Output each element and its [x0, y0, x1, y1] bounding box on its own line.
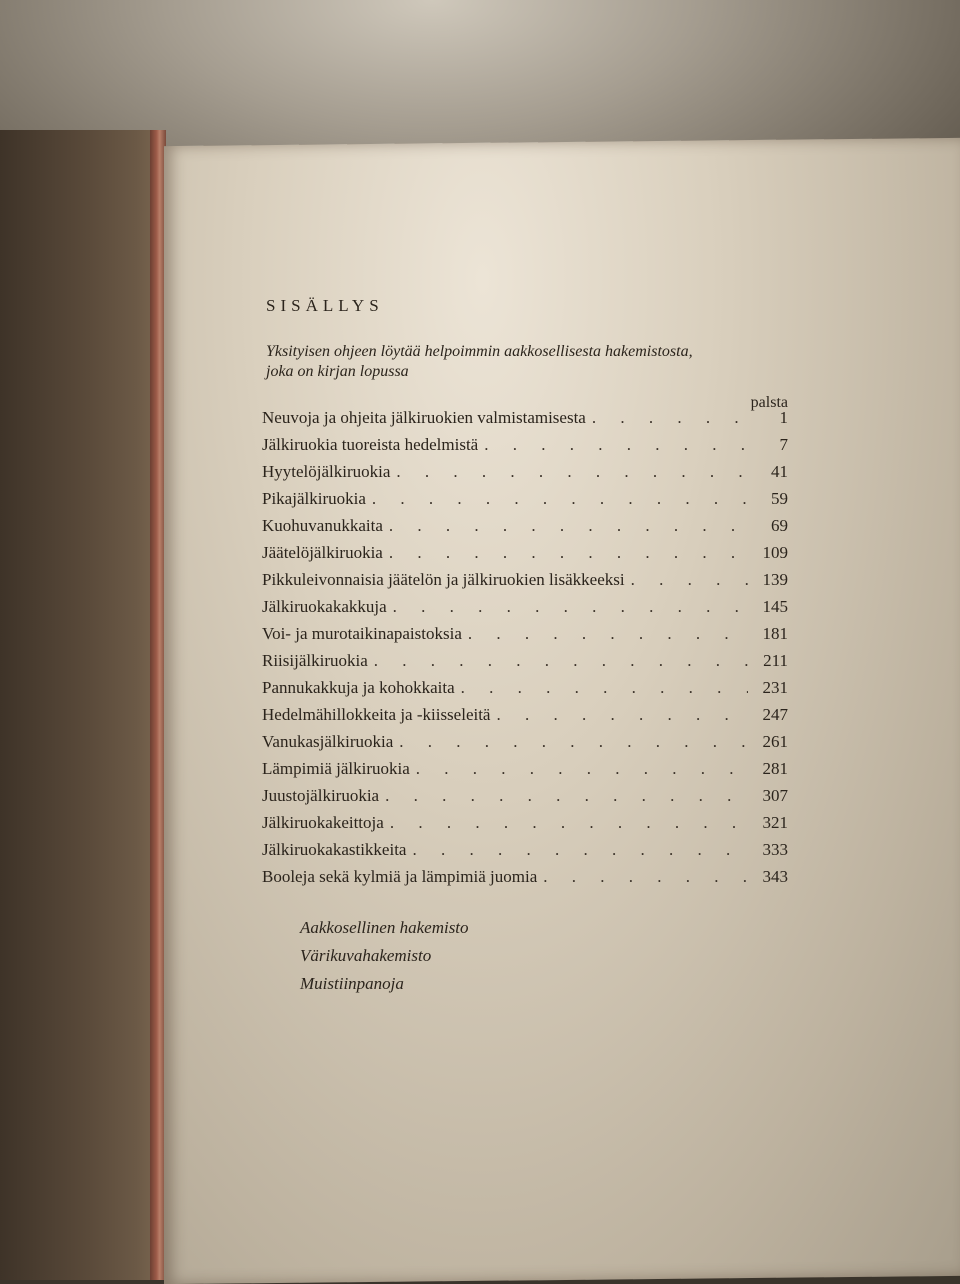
toc-entry-page: 281	[762, 759, 788, 778]
dot-leader	[399, 732, 748, 752]
dot-leader	[390, 813, 748, 833]
column-header: palsta	[750, 394, 788, 411]
toc-entry-page: 181	[762, 624, 788, 643]
dot-leader	[374, 651, 748, 671]
toc-entry-label: Riisijälkiruokia	[262, 651, 368, 670]
toc-entry	[262, 651, 792, 678]
toc-entry-label: Hedelmähillokkeita ja -kiisseleitä	[262, 705, 491, 724]
toc-entry-page: 109	[762, 543, 788, 562]
dot-leader	[389, 516, 748, 536]
toc-entry-label: Pikkuleivonnaisia jäätelön ja jälkiruokien lisäkkeeksi	[262, 570, 625, 589]
toc-entry-page: 333	[762, 840, 788, 859]
dot-leader	[468, 624, 748, 644]
toc-entry	[262, 759, 792, 786]
dot-leader	[372, 489, 748, 509]
dot-leader	[385, 786, 748, 806]
index-note	[266, 342, 792, 382]
toc-entry	[262, 732, 792, 759]
dot-leader	[389, 543, 748, 563]
toc-entry-label: Pannukakkuja ja kohokkaita	[262, 678, 455, 697]
toc-entry-label: Vanukasjälkiruokia	[262, 732, 394, 751]
toc-entry-label: Juustojälkiruokia	[262, 786, 380, 805]
toc-entry-page: 261	[762, 732, 788, 751]
dot-leader	[393, 597, 748, 617]
toc-list	[252, 408, 792, 894]
toc-entry	[262, 867, 792, 894]
toc-entry	[262, 516, 792, 543]
extras-list	[300, 918, 792, 1002]
dot-leader	[396, 462, 748, 482]
toc-entry	[262, 543, 792, 570]
toc-entry-page: 69	[771, 516, 788, 535]
toc-entry	[262, 678, 792, 705]
toc-entry-page: 307	[762, 786, 788, 805]
extra-section: Aakkosellinen hakemisto	[300, 918, 469, 937]
toc-entry	[262, 462, 792, 489]
toc-entry-page: 145	[762, 597, 788, 616]
dot-leader	[496, 705, 748, 725]
dot-leader	[461, 678, 748, 698]
toc-entry-label: Lämpimiä jälkiruokia	[262, 759, 410, 778]
toc-entry	[262, 705, 792, 732]
toc-entry-label: Kuohuvanukkaita	[262, 516, 383, 535]
toc-entry-page: 7	[779, 435, 788, 454]
extra-section: Muistiinpanoja	[300, 974, 404, 993]
toc-entry-page: 247	[762, 705, 788, 724]
toc-entry-label: Booleja sekä kylmiä ja lämpimiä juomia	[262, 867, 538, 886]
dot-leader	[416, 759, 748, 779]
toc-entry	[262, 435, 792, 462]
index-note-line-1: Yksityisen ohjeen löytää helpoimmin aakkosellisesta hakemistosta,	[266, 343, 693, 360]
toc-entry-label: Jälkiruokia tuoreista hedelmistä	[262, 435, 479, 454]
toc-entry	[262, 813, 792, 840]
toc-entry-page: 321	[762, 813, 788, 832]
toc-entry-label: Jälkiruokakeittoja	[262, 813, 384, 832]
toc-entry	[262, 597, 792, 624]
toc-entry	[262, 489, 792, 516]
toc-entry-label: Jälkiruokakakkuja	[262, 597, 387, 616]
toc-entry	[262, 786, 792, 813]
dot-leader	[631, 570, 748, 590]
toc-entry	[262, 570, 792, 597]
index-note-line-2: joka on kirjan lopussa	[266, 363, 409, 380]
toc-entry-page: 41	[771, 462, 788, 481]
toc-entry	[262, 624, 792, 651]
toc-entry-label: Jälkiruokakastikkeita	[262, 840, 407, 859]
toc-entry-page: 231	[762, 678, 788, 697]
dot-leader	[543, 867, 748, 887]
toc-entry-page: 1	[779, 408, 788, 427]
toc-entry-label: Neuvoja ja ohjeita jälkiruokien valmistamisesta	[262, 408, 586, 427]
toc-entry-label: Hyytelöjälkiruokia	[262, 462, 391, 481]
toc-entry-page: 139	[762, 570, 788, 589]
toc-entry-page: 343	[762, 867, 788, 886]
toc-entry-page: 211	[763, 651, 788, 670]
toc-entry-label: Pikajälkiruokia	[262, 489, 366, 508]
toc-entry-page: 59	[771, 489, 788, 508]
left-page	[0, 130, 160, 1280]
table-of-contents	[252, 296, 792, 1002]
dot-leader	[412, 840, 748, 860]
page-title: SISÄLLYS	[266, 296, 384, 315]
toc-entry-label: Voi- ja murotaikinapaistoksia	[262, 624, 462, 643]
dot-leader	[484, 435, 748, 455]
toc-entry	[262, 840, 792, 867]
toc-entry	[262, 408, 792, 435]
dot-leader	[592, 408, 748, 428]
toc-entry-label: Jäätelöjälkiruokia	[262, 543, 383, 562]
extra-section: Värikuvahakemisto	[300, 946, 432, 965]
